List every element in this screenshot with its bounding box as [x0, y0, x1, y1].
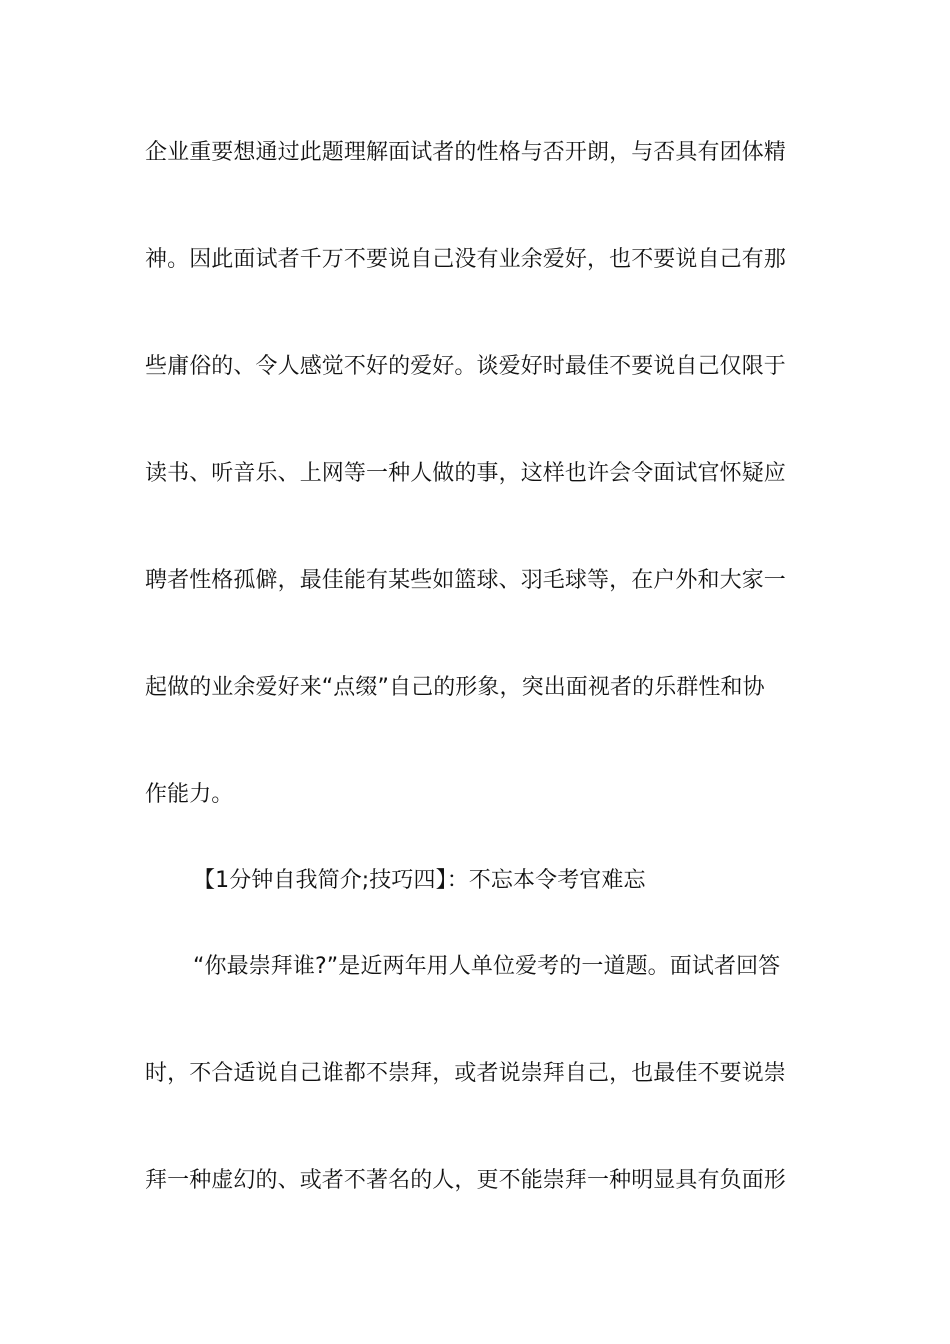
paragraph-line: 拜一种虚幻的、或者不著名的人，更不能崇拜一种明显具有负面形 [145, 1168, 786, 1193]
paragraph-line: 些庸俗的、令人感觉不好的爱好。谈爱好时最佳不要说自己仅限于 [145, 354, 786, 379]
section-heading: 【1分钟自我简介;技巧四】：不忘本令考官难忘 [193, 868, 646, 893]
paragraph-line: “你最崇拜谁?”是近两年用人单位爱考的一道题。面试者回答 [193, 954, 781, 979]
paragraph-line: 神。因此面试者千万不要说自己没有业余爱好，也不要说自己有那 [145, 247, 786, 272]
paragraph-line: 企业重要想通过此题理解面试者的性格与否开朗，与否具有团体精 [145, 140, 786, 165]
paragraph-line: 起做的业余爱好来“点缀”自己的形象，突出面视者的乐群性和协 [145, 675, 765, 700]
paragraph-line: 时，不合适说自己谁都不崇拜，或者说崇拜自己，也最佳不要说崇 [145, 1061, 786, 1086]
paragraph-line: 作能力。 [145, 782, 234, 807]
paragraph-line: 聘者性格孤僻，最佳能有某些如篮球、羽毛球等，在户外和大家一 [145, 568, 786, 593]
paragraph-line: 读书、听音乐、上网等一种人做的事，这样也许会令面试官怀疑应 [145, 461, 786, 486]
